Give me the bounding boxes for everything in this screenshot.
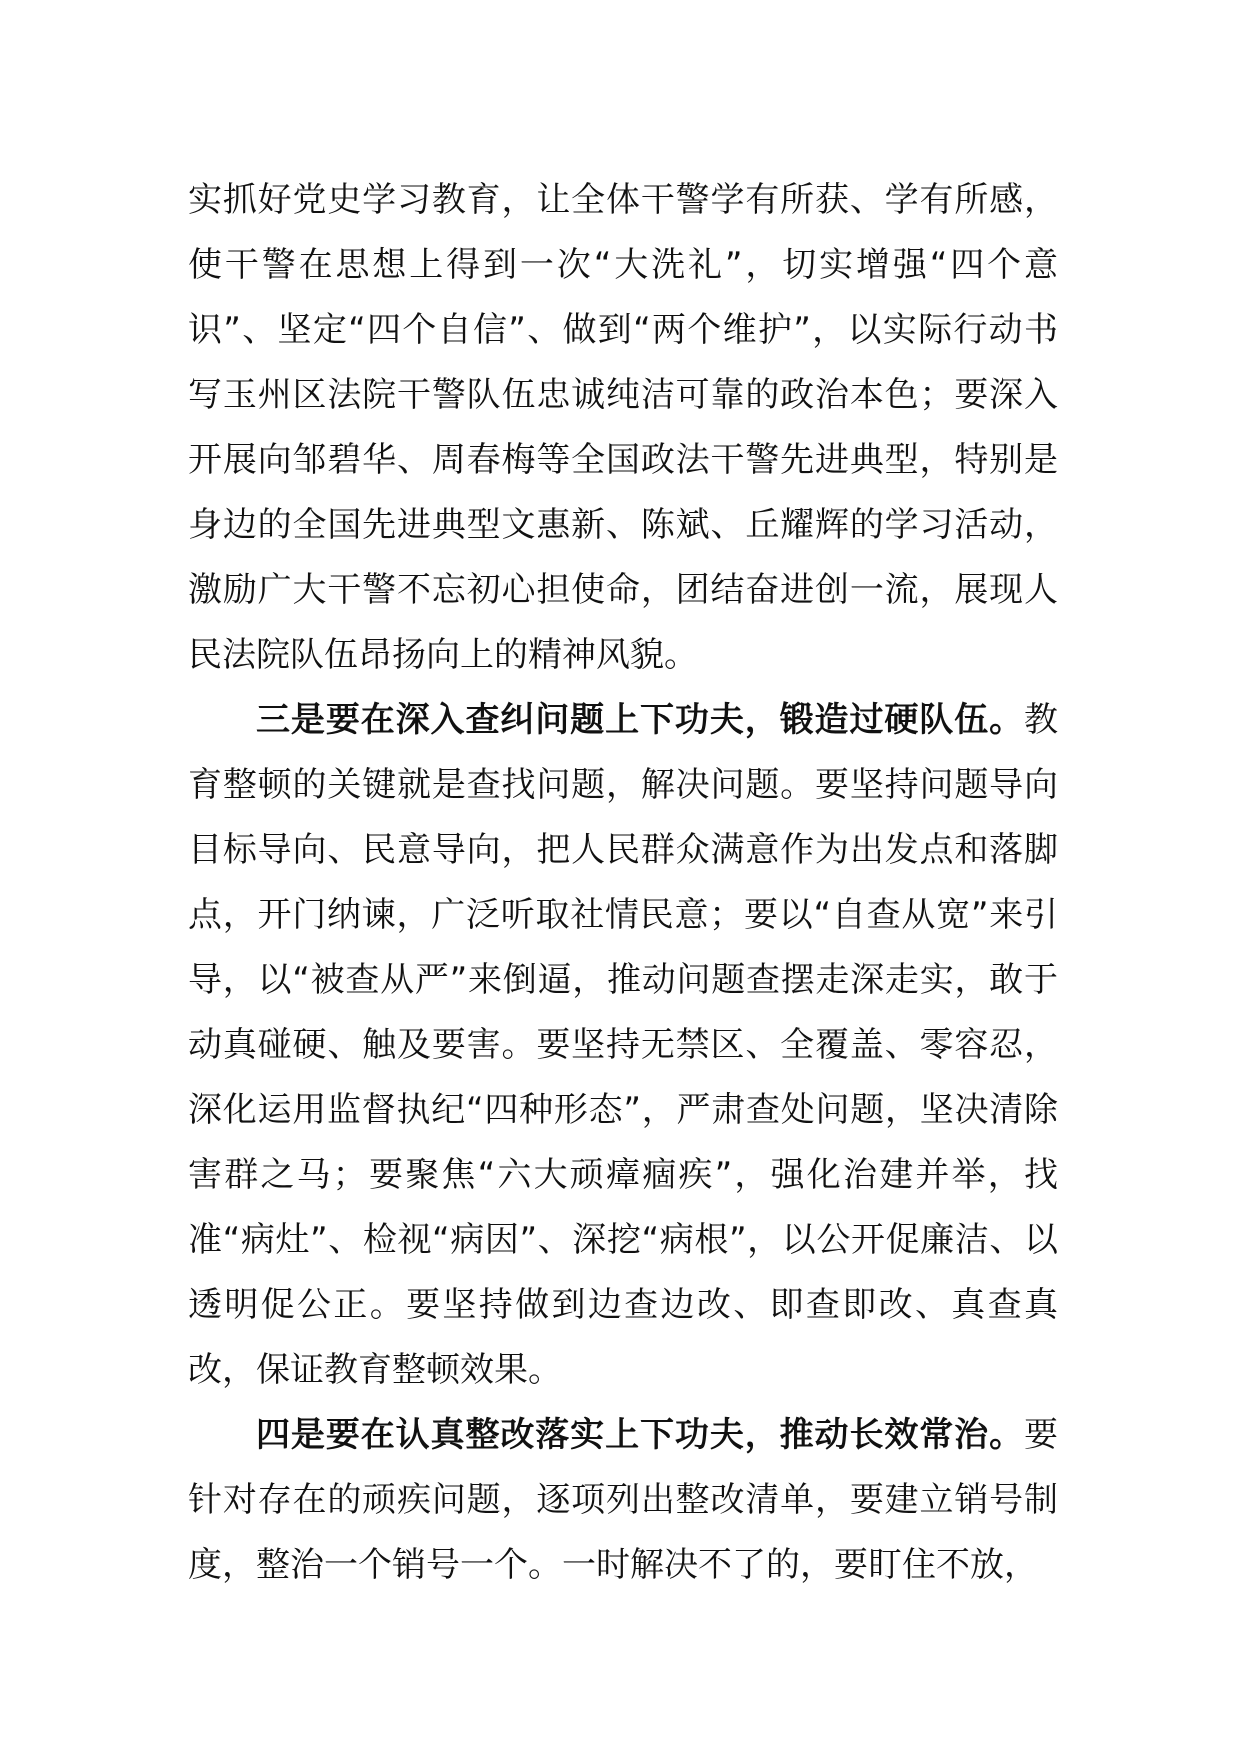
document-body xyxy=(188,168,1058,1598)
paragraph-continuation xyxy=(188,168,1058,688)
paragraph-text: 实抓好党史学习教育，让全体干警学有所获、学有所感，使干警在思想上得到一次“大洗礼”，切实增强“四个意识”、坚定“四个自信”、做到“两个维护”，以实际行动书写玉州区法院干警队伍忠诚纯洁可靠的政治本色；要深入开展向邹碧华、周春梅等全国政法干警先进典型，特别是身边的全国先进典型文惠新、陈斌、丘耀辉的学习活动，激励广大干警不忘初心担使命，团结奋进创一流，展现人民法院队伍昂扬向上的精神风貌。 xyxy=(188,180,1058,675)
paragraph-lead-heading: 四是要在认真整改落实上下功夫，推动长效常治。 xyxy=(256,1415,1024,1455)
paragraph-point-four xyxy=(188,1403,1058,1598)
paragraph-lead-heading: 三是要在深入查纠问题上下功夫，锻造过硬队伍。 xyxy=(256,700,1024,740)
paragraph-text: 教育整顿的关键就是查找问题，解决问题。要坚持问题导向目标导向、民意导向，把人民群众满意作为出发点和落脚点，开门纳谏，广泛听取社情民意；要以“自查从宽”来引导，以“被查从严”来倒逼，推动问题查摆走深走实，敢于动真碰硬、触及要害。要坚持无禁区、全覆盖、零容忍，深化运用监督执纪“四种形态”，严肃查处问题，坚决清除害群之马；要聚焦“六大顽瘴痼疾”，强化治建并举，找准“病灶”、检视“病因”、深挖“病根”，以公开促廉洁、以透明促公正。要坚持做到边查边改、即查即改、真查真改，保证教育整顿效果。 xyxy=(188,700,1058,1390)
paragraph-point-three xyxy=(188,688,1058,1403)
paragraph-text: 要针对存在的顽疾问题，逐项列出整改清单，要建立销号制度，整治一个销号一个。一时解决不了的，要盯住不放， xyxy=(188,1415,1058,1585)
